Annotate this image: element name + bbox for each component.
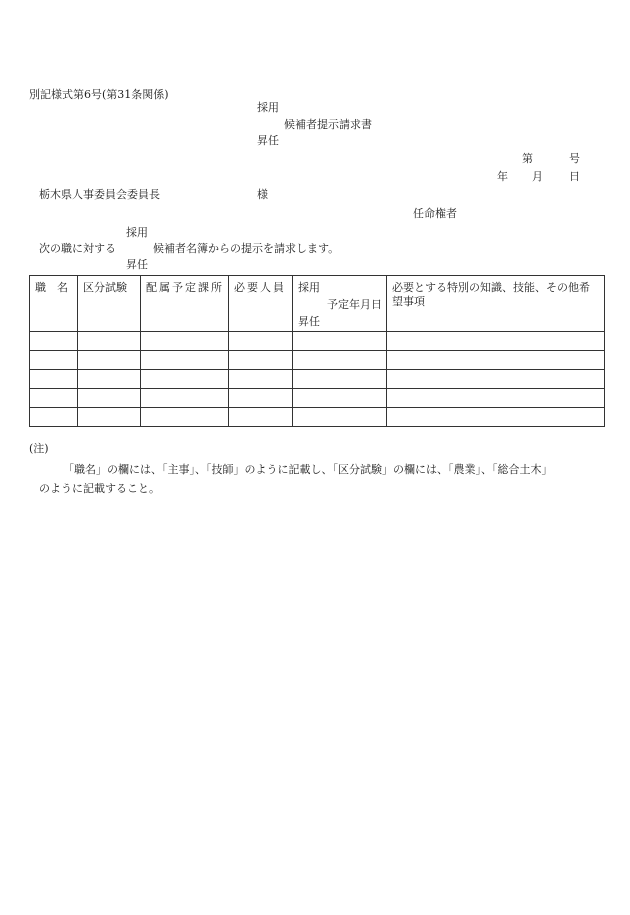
- table-cell[interactable]: [30, 332, 78, 351]
- date-day: 日: [569, 170, 580, 183]
- table-cell[interactable]: [229, 351, 293, 370]
- table-cell[interactable]: [293, 351, 387, 370]
- table-cell[interactable]: [30, 389, 78, 408]
- header-required-count: 必要人員: [229, 276, 293, 332]
- table-header-row: [30, 276, 605, 332]
- table-cell[interactable]: [141, 389, 229, 408]
- table-cell[interactable]: [141, 332, 229, 351]
- sender-label: 任命権者: [413, 207, 457, 220]
- request-prefix: 次の職に対する: [39, 242, 116, 255]
- table-row: [30, 389, 605, 408]
- form-number: 別記様式第6号(第31条関係): [29, 88, 169, 101]
- note-heading: (注): [29, 442, 49, 455]
- table-cell[interactable]: [30, 408, 78, 427]
- table-cell[interactable]: [30, 351, 78, 370]
- table-cell[interactable]: [387, 351, 605, 370]
- table-cell[interactable]: [387, 408, 605, 427]
- header-special-requirements: 必要とする特別の知識、技能、その他希望事項: [387, 276, 605, 332]
- date-year: 年: [497, 170, 508, 183]
- table-cell[interactable]: [293, 370, 387, 389]
- header-assigned-office: 配属予定課所: [141, 276, 229, 332]
- table-cell[interactable]: [78, 408, 141, 427]
- table-cell[interactable]: [229, 332, 293, 351]
- table-cell[interactable]: [141, 351, 229, 370]
- table-cell[interactable]: [229, 389, 293, 408]
- table-row: [30, 332, 605, 351]
- document-title: 候補者提示請求書: [284, 118, 372, 131]
- request-option-promotion: 昇任: [126, 258, 148, 271]
- table-cell[interactable]: [30, 370, 78, 389]
- table-cell[interactable]: [293, 389, 387, 408]
- table-row: [30, 370, 605, 389]
- addressee-name: 栃木県人事委員会委員長: [39, 188, 160, 201]
- table-cell[interactable]: [387, 389, 605, 408]
- table-cell[interactable]: [229, 408, 293, 427]
- title-option-promotion: 昇任: [257, 134, 279, 147]
- note-line-2: のように記載すること。: [39, 482, 160, 495]
- table-cell[interactable]: [78, 389, 141, 408]
- table-cell[interactable]: [141, 370, 229, 389]
- header-position: 職 名: [30, 276, 78, 332]
- table-row: [30, 408, 605, 427]
- table-cell[interactable]: [387, 370, 605, 389]
- request-table: [29, 275, 605, 427]
- table-cell[interactable]: [78, 370, 141, 389]
- number-prefix: 第: [522, 152, 533, 165]
- table-cell[interactable]: [387, 332, 605, 351]
- table-cell[interactable]: [293, 332, 387, 351]
- table-cell[interactable]: [78, 351, 141, 370]
- header-exam-category: 区分試験: [78, 276, 141, 332]
- number-suffix: 号: [569, 152, 580, 165]
- addressee-honorific: 様: [257, 188, 268, 201]
- table-row: [30, 351, 605, 370]
- table-cell[interactable]: [293, 408, 387, 427]
- table-cell[interactable]: [229, 370, 293, 389]
- request-suffix: 候補者名簿からの提示を請求します。: [153, 242, 340, 255]
- request-option-adoption: 採用: [126, 226, 148, 239]
- date-month: 月: [532, 170, 543, 183]
- header-scheduled-date: 採用 予定年月日 昇任: [293, 276, 387, 332]
- title-option-adoption: 採用: [257, 101, 279, 114]
- note-line-1: 「職名」の欄には、「主事」、「技師」のように記載し、「区分試験」の欄には、「農業」、「総合土木」: [63, 463, 553, 476]
- table-cell[interactable]: [141, 408, 229, 427]
- table-cell[interactable]: [78, 332, 141, 351]
